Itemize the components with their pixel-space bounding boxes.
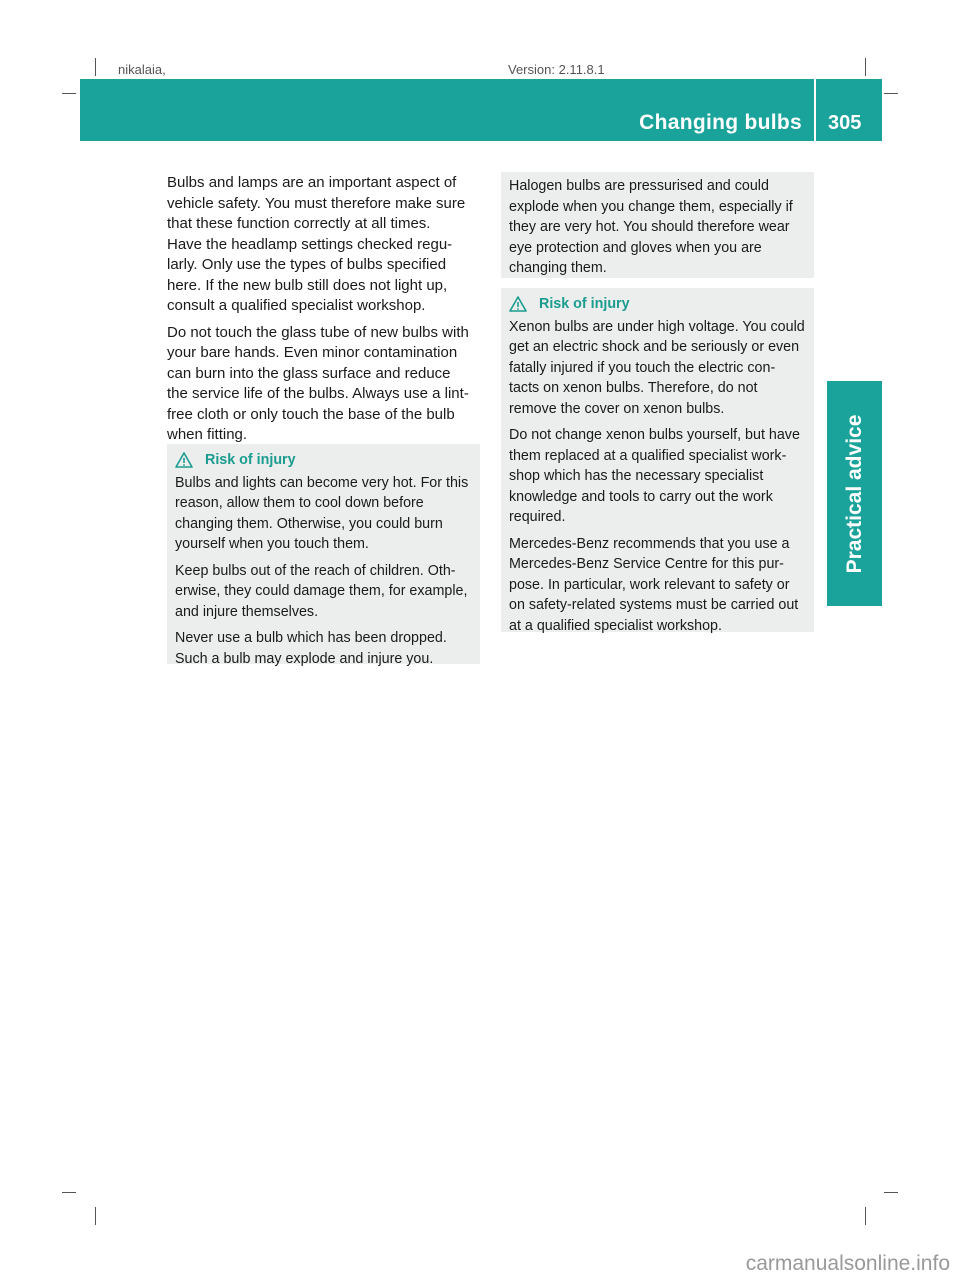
text-line: erwise, they could damage them, for example, [175,583,468,599]
text-line: at a qualified specialist workshop. [509,617,722,634]
side-tab-label-wrap [827,381,882,606]
text-line: Xenon bulbs are under high voltage. You could [509,318,805,335]
text-line: can burn into the glass surface and reduce [167,364,451,382]
text-line: shop which has the necessary specialist [509,468,764,484]
text-line: they are very hot. You should therefore wear [509,219,790,235]
warning-triangle-icon [509,296,527,312]
text-line: Such a bulb may explode and injure you. [175,650,434,667]
warning-heading-text: Risk of injury [539,296,630,312]
side-tab-label: Practical advice [842,414,866,573]
section-title: Changing bulbs [639,111,802,134]
text-line: Mercedes-Benz recommends that you use a [509,535,790,552]
text-line: Do not touch the glass tube of new bulbs with [167,323,469,341]
crop-mark [62,1192,76,1193]
crop-mark [865,58,866,76]
meta-version: Version: 2.11.8.1 [508,62,605,76]
meta-author: nikalaia, [118,62,166,76]
crop-mark [884,93,898,94]
text-line: larly. Only use the types of bulbs specified [167,256,447,273]
crop-mark [95,1207,96,1225]
warning-heading-text: Risk of injury [205,452,296,468]
paragraph [167,323,482,446]
text-line: Never use a bulb which has been dropped. [175,630,447,646]
text-line: reason, allow them to cool down before [175,495,424,511]
text-line: on safety-related systems must be carried out [509,597,799,613]
text-line: get an electric shock and be seriously or even [509,339,800,355]
text-line: vehicle safety. You must therefore make sure [167,194,466,212]
paragraph [509,425,806,528]
paragraph [509,176,806,279]
text-line: yourself when you touch them. [175,536,369,552]
watermark: carmanualsonline.info [745,1252,950,1275]
text-line: tacts on xenon bulbs. Therefore, do not [509,380,758,396]
note-box [501,172,814,278]
text-line: fatally injured if you touch the electric con- [509,359,776,376]
text-line: pose. In particular, work relevant to safety or [509,576,790,593]
crop-mark [95,58,96,76]
text-line: required. [509,509,566,525]
header-separator [814,79,816,141]
warning-heading [175,450,472,471]
text-line: your bare hands. Even minor contamination [167,344,458,361]
text-line: Keep bulbs out of the reach of children. Oth- [175,562,456,579]
text-line: Bulbs and lights can become very hot. For this [175,474,469,491]
text-line: Bulbs and lamps are an important aspect of [167,174,457,191]
text-line: explode when you change them, especially if [509,198,793,215]
crop-mark [865,1207,866,1225]
text-line: knowledge and tools to carry out the work [509,488,773,505]
text-line: Halogen bulbs are pressurised and could [509,178,769,194]
paragraph [175,561,472,623]
text-line: that these function correctly at all times. [167,215,431,232]
text-line: consult a qualified specialist workshop. [167,297,426,314]
paragraph [167,173,482,317]
paragraph [175,473,472,555]
warning-triangle-icon [175,452,193,468]
text-line: here. If the new bulb still does not light up, [167,276,448,294]
text-line: the service life of the bulbs. Always use a lint- [167,385,469,402]
text-line: Have the headlamp settings checked regu- [167,235,453,253]
text-line: Mercedes-Benz Service Centre for this pur- [509,556,784,572]
text-line: remove the cover on xenon bulbs. [509,400,725,417]
warning-heading [509,294,806,315]
crop-mark [884,1192,898,1193]
text-line: free cloth or only touch the base of the bulb [167,405,455,423]
text-line: and injure themselves. [175,603,319,620]
text-line: them replaced at a qualified specialist work- [509,447,787,464]
text-line: eye protection and gloves when you are [509,239,762,256]
warning-box [167,444,480,667]
paragraph [509,534,806,637]
text-line: changing them. [509,260,607,276]
text-line: when fitting. [167,426,248,443]
warning-box [501,288,814,632]
paragraph [175,628,472,669]
paragraph [509,317,806,420]
text-line: changing them. Otherwise, you could burn [175,515,443,532]
crop-mark [62,93,76,94]
page-number: 305 [828,112,862,134]
text-line: Do not change xenon bulbs yourself, but have [509,427,800,443]
left-column [167,173,482,452]
